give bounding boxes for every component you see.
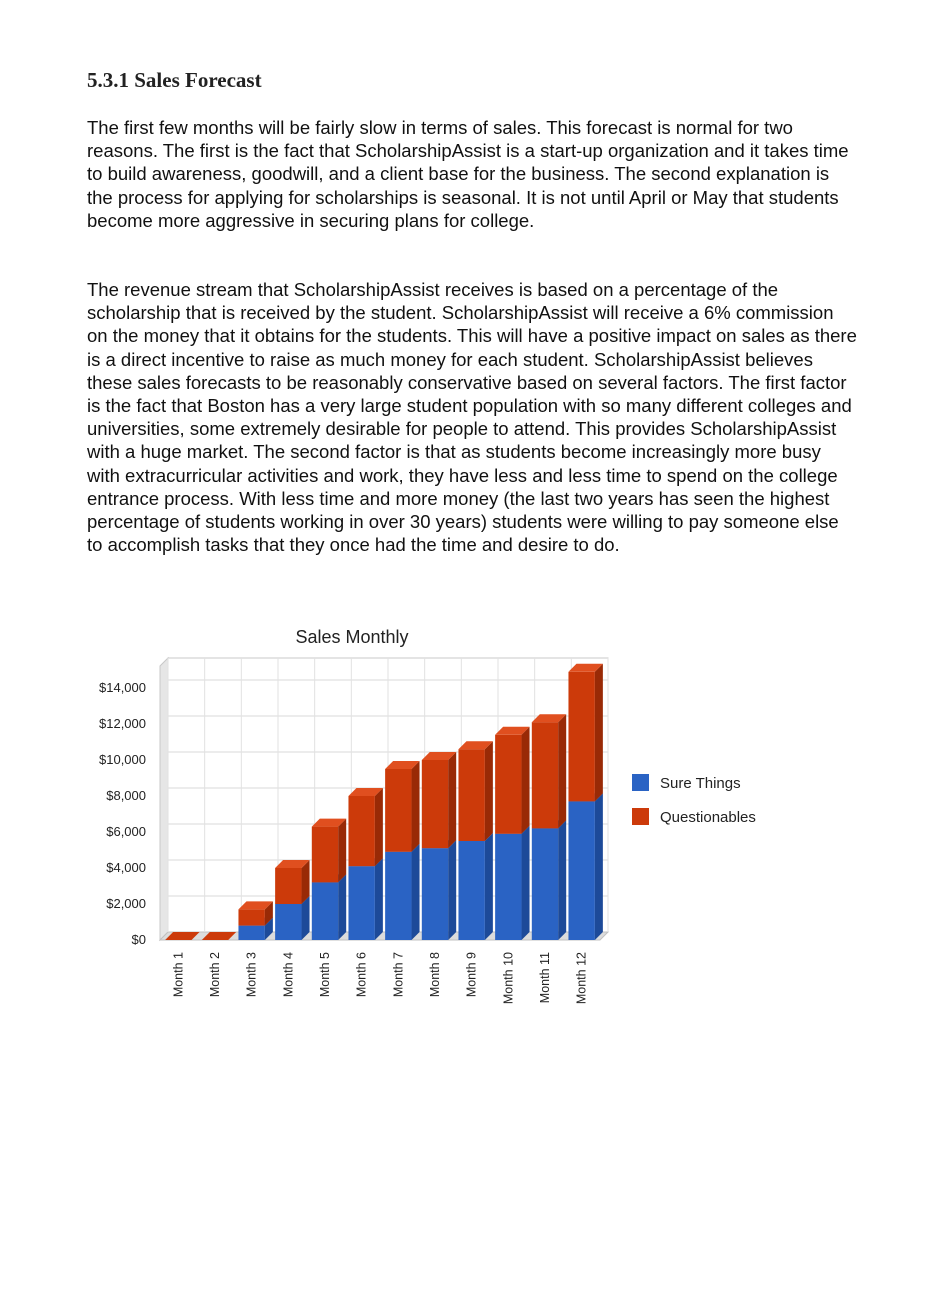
sales-monthly-chart <box>80 618 800 1018</box>
bar-questionables <box>458 749 484 841</box>
y-tick-label: $12,000 <box>99 716 146 731</box>
bar-sure-things-side <box>412 844 420 940</box>
bar-sure-things <box>495 834 521 940</box>
bar-questionables <box>385 769 411 852</box>
legend-swatch <box>632 774 649 791</box>
bar-questionables-side <box>375 788 383 866</box>
legend-label: Questionables <box>660 809 756 826</box>
bar-questionables-side <box>558 714 566 828</box>
plot-side-wall <box>160 658 168 940</box>
y-tick-label: $6,000 <box>106 824 146 839</box>
x-tick-label: Month 6 <box>354 952 369 998</box>
bar-sure-things <box>422 848 448 940</box>
y-tick-label: $0 <box>131 932 146 947</box>
legend-swatch <box>632 808 649 825</box>
bar-questionables-side <box>448 752 456 848</box>
bar-questionables-side <box>338 819 346 883</box>
x-tick-label: Month 2 <box>208 952 222 998</box>
bar-questionables <box>495 735 521 834</box>
bar-questionables <box>312 827 338 883</box>
paragraph-1: The first few months will be fairly slow in terms of sales. This forecast is normal for two reasons. The first is the fact that ScholarshipAssist is a start-up organization and it takes time to build awareness, goodwill, and a client base for the business. The second explanation is the process for applying for scholarships is seasonal. It is not until April or May that students become more aggressive in securing plans for college. <box>87 117 849 231</box>
bar-questionables <box>422 760 448 848</box>
chart-title: Sales Monthly <box>295 627 409 647</box>
bar-sure-things <box>275 904 301 940</box>
bar-sure-things <box>238 926 264 940</box>
bar-sure-things <box>385 852 411 940</box>
x-tick-label: Month 12 <box>574 952 589 1005</box>
bar-questionables-side <box>595 664 603 802</box>
bar-sure-things <box>568 801 594 940</box>
y-tick-label: $14,000 <box>99 680 146 695</box>
bar-questionables <box>568 672 594 802</box>
bar-sure-things-side <box>558 820 566 940</box>
bar-sure-things-side <box>522 826 530 940</box>
bar-questionables-side <box>412 761 420 852</box>
bar-sure-things-side <box>448 840 456 940</box>
x-tick-label: Month 1 <box>171 952 186 998</box>
bar-sure-things <box>458 841 484 940</box>
bar-questionables <box>275 868 301 904</box>
x-tick-label: Month 8 <box>428 952 442 998</box>
legend-label: Sure Things <box>660 775 741 792</box>
bar-sure-things-side <box>595 793 603 940</box>
bar-sure-things <box>532 828 558 940</box>
bar-questionables <box>532 722 558 828</box>
y-tick-label: $8,000 <box>106 788 146 803</box>
bar-sure-things <box>348 866 374 940</box>
x-tick-label: Month 11 <box>538 952 552 1004</box>
x-tick-label: Month 5 <box>318 952 332 998</box>
paragraph-2: The revenue stream that ScholarshipAssist receives is based on a percentage of the scholarship that is received by the student. ScholarshipAssist will receive a 6% commission on the money that it obtains for the students. This will have a positive impact on sales as there is a direct incentive to raise as much money for each student. ScholarshipAssist believes these sales forecasts to be reasonably conservative based on several factors. The first factor is the fact that Boston has a very large student population with so many different colleges and universities, some extremely desirable for people to attend. This provides ScholarshipAssist with a huge market. The second factor is that as students become increasingly more busy with extracurricular activities and work, they have less and less time to spend on the college entrance process. With less time and more money (the last two years has seen the highest percentage of students working in over 30 years) students were willing to pay someone else to accomplish tasks that they once had the time and desire to do. <box>87 279 857 556</box>
bar-questionables <box>348 796 374 866</box>
bar-questionables-side <box>485 741 493 841</box>
bar-questionables-side <box>522 727 530 834</box>
bar-sure-things-side <box>485 833 493 940</box>
x-tick-label: Month 10 <box>501 952 516 1005</box>
bar-sure-things-side <box>375 858 383 940</box>
y-tick-label: $10,000 <box>99 752 146 767</box>
y-tick-label: $4,000 <box>106 860 146 875</box>
section-heading: 5.3.1 Sales Forecast <box>87 68 262 92</box>
x-tick-label: Month 3 <box>244 952 259 998</box>
bar-questionables <box>238 909 264 925</box>
bar-sure-things-side <box>338 874 346 940</box>
x-tick-label: Month 9 <box>464 952 479 998</box>
y-tick-label: $2,000 <box>106 896 146 911</box>
x-tick-label: Month 4 <box>281 952 296 998</box>
bar-sure-things <box>312 882 338 940</box>
x-tick-label: Month 7 <box>391 952 406 998</box>
